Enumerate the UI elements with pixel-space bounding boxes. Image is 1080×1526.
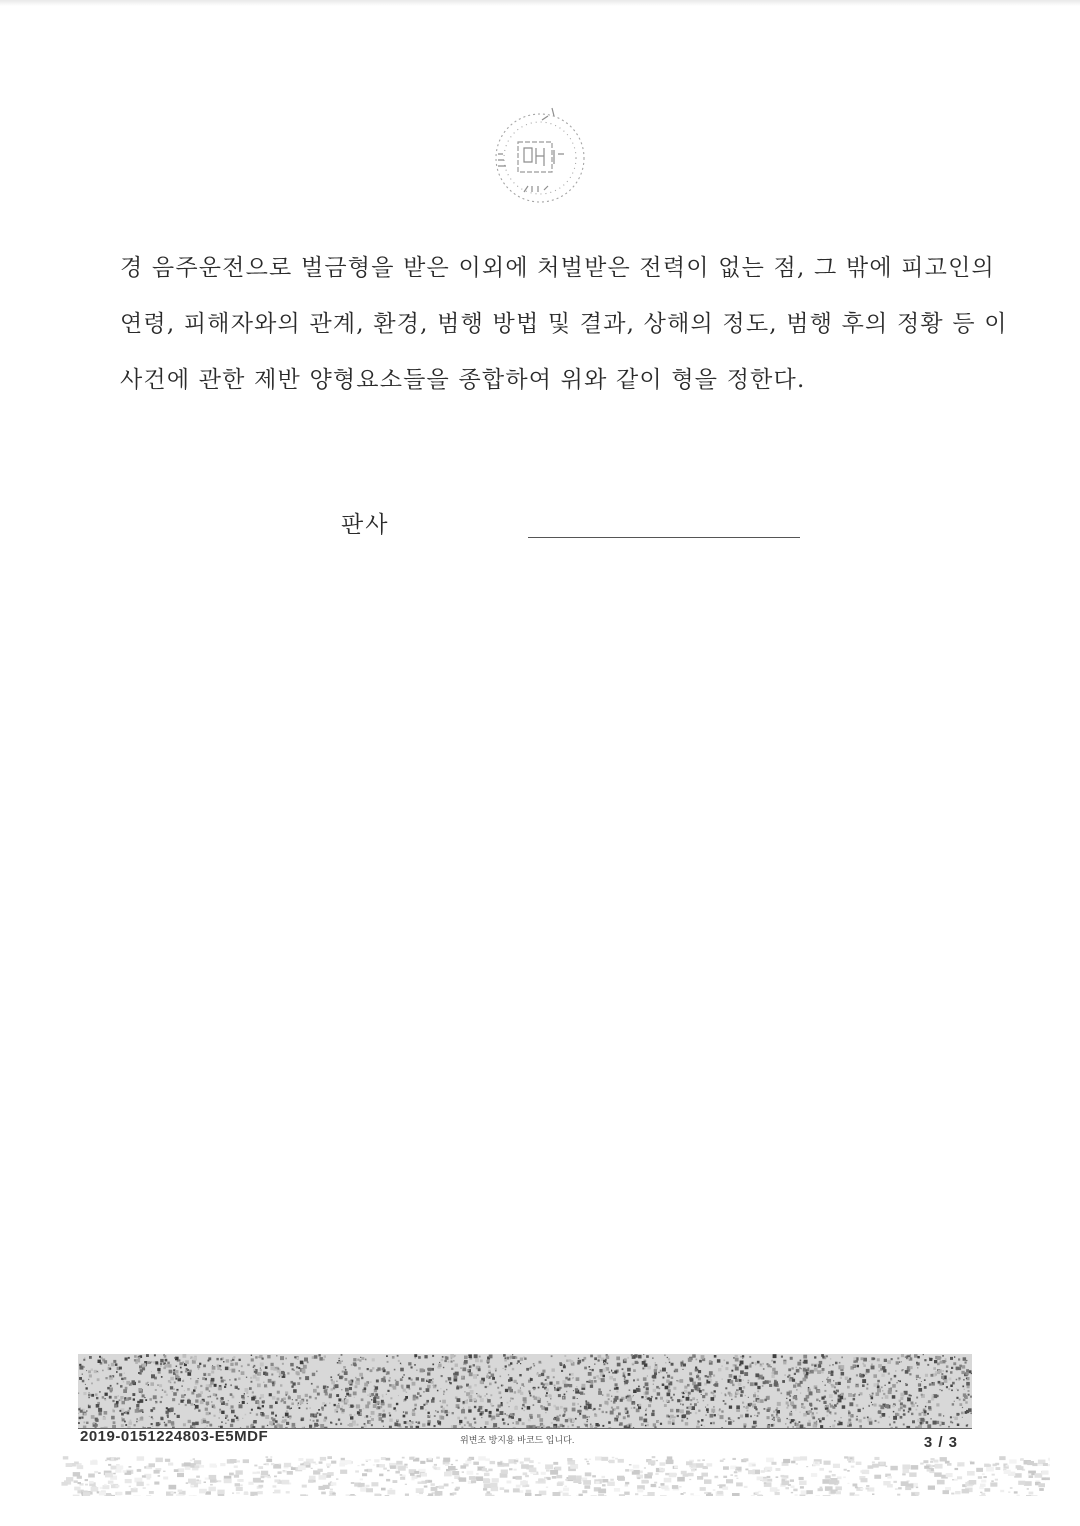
court-seal-icon: [488, 104, 592, 208]
body-line: 사건에 관한 제반 양형요소들을 종합하여 위와 같이 형을 정한다.: [120, 367, 806, 393]
document-code: 2019-0151224803-E5MDF: [80, 1428, 269, 1445]
barcode-note: 위변조 방지용 바코드 입니다.: [460, 1435, 575, 1445]
signature-line: [528, 537, 800, 538]
judge-label: 판사: [341, 512, 390, 538]
anti-forgery-barcode: [78, 1354, 972, 1429]
scan-smudge: [60, 1456, 1050, 1496]
scan-edge: [0, 0, 1080, 6]
body-line: 연령, 피해자와의 관계, 환경, 범행 방법 및 결과, 상해의 정도, 범행 후의 정황 등 이: [120, 311, 1008, 337]
body-line: 경 음주운전으로 벌금형을 받은 이외에 처벌받은 전력이 없는 점, 그 밖에 피고인의: [120, 255, 995, 281]
page-number: 3 / 3: [923, 1434, 958, 1451]
sentencing-reasons-paragraph: [120, 240, 1008, 408]
